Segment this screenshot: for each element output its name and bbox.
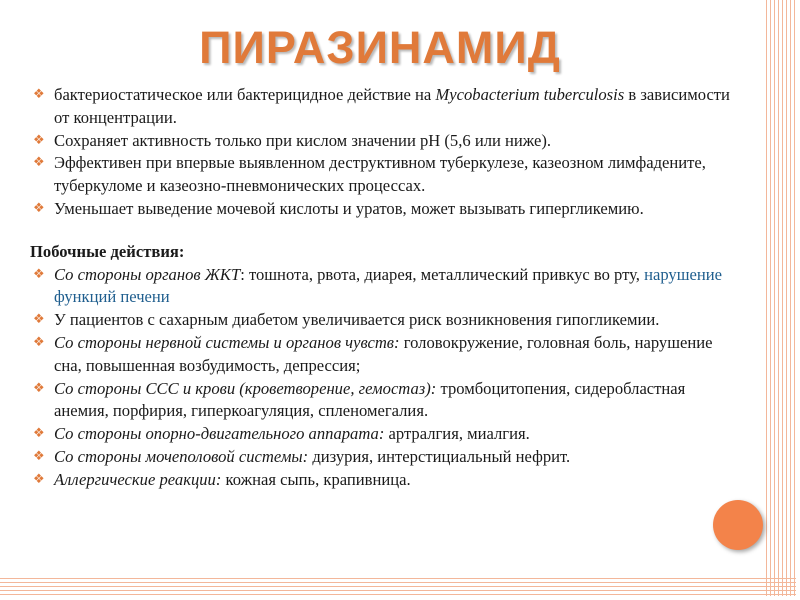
item-text: кожная сыпь, крапивница. [225, 469, 411, 489]
stripe-line [778, 0, 779, 600]
category-label: Со стороны мочеполовой системы: [54, 446, 309, 466]
item-text: тромбоцитопения, сидеробластная анемия, порфирия, гиперкоагуляция, спленомегалия. [54, 378, 686, 421]
bullet-icon: ❖ [33, 471, 45, 487]
side-effects-heading: Побочные действия: [30, 241, 185, 261]
list-item [30, 332, 730, 378]
bottom-margin [0, 596, 800, 600]
item-text: Уменьшает выведение мочевой кислоты и уратов, может вызывать гипергликемию. [54, 198, 644, 218]
stripe-line [0, 594, 800, 595]
item-text: Сохраняет активность только при кислом значении рН (5,6 или ниже). [54, 130, 552, 150]
list-item [30, 423, 730, 446]
item-text: артралгия, миалгия. [388, 424, 530, 444]
content [30, 84, 730, 492]
bullet-icon: ❖ [33, 426, 45, 442]
category-label: Со стороны опорно-двигательного аппарата: [54, 424, 385, 444]
stripe-line [0, 578, 800, 579]
bullet-icon: ❖ [33, 266, 45, 282]
stripe-line [766, 0, 767, 600]
list-item [30, 309, 730, 332]
right-margin [796, 0, 800, 600]
item-text: дизурия, интерстициальный нефрит. [312, 446, 571, 466]
category-label: Со стороны ССС и крови (кроветворение, гемостаз): [54, 378, 437, 398]
orange-circle-decoration [713, 500, 763, 550]
list-item [30, 378, 730, 424]
stripe-line [790, 0, 791, 600]
bullet-icon: ❖ [33, 380, 45, 396]
list-item [30, 130, 730, 153]
right-stripe-decoration [764, 0, 800, 600]
list-item [30, 469, 730, 492]
bullet-icon: ❖ [33, 87, 45, 102]
item-text: У пациентов с сахарным диабетом увеличивается риск возникновения гипогликемии. [54, 310, 660, 330]
bullet-icon: ❖ [33, 334, 45, 350]
item-text: головокружение, головная боль, нарушение сна, повышенная возбудимость, депрессия; [54, 332, 713, 375]
latin-name: Mycobacterium tuberculosis [435, 85, 625, 104]
liver-link[interactable]: нарушение функций печени [54, 264, 722, 307]
stripe-line [770, 0, 771, 600]
stripe-line [0, 590, 800, 591]
list-item [30, 84, 730, 130]
category-label: Со стороны органов ЖКТ [54, 264, 241, 284]
stripe-line [786, 0, 787, 600]
item-text-tail: в зависимости от концентрации. [54, 85, 730, 127]
item-text: тошнота, рвота, диарея, металлический привкус во рту, [248, 264, 645, 284]
bullet-icon: ❖ [33, 200, 45, 216]
page-title: ПИРАЗИНАМИД [199, 22, 561, 73]
stripe-line [0, 586, 800, 587]
list-item [30, 264, 730, 310]
stripe-line [782, 0, 783, 600]
category-label: Аллергические реакции: [54, 469, 222, 489]
stripe-line [774, 0, 775, 600]
list-item [30, 446, 730, 469]
item-text: бактериостатическое или бактерицидное действие на [54, 85, 436, 104]
bullet-icon: ❖ [33, 448, 45, 464]
list-item [30, 198, 730, 221]
category-separator: : [240, 264, 249, 284]
category-label: Со стороны нервной системы и органов чувств: [54, 332, 400, 352]
bullet-icon: ❖ [33, 155, 45, 171]
item-text: Эффективен при впервые выявленном деструктивном туберкулезе, казеозном лимфадените, туберкуломе и казеозно-пневмонических процессах. [54, 153, 706, 196]
bullet-icon: ❖ [33, 312, 45, 328]
bullet-icon: ❖ [33, 132, 45, 148]
stripe-line [0, 582, 800, 583]
stripe-line [794, 0, 795, 600]
list-item [30, 152, 730, 198]
